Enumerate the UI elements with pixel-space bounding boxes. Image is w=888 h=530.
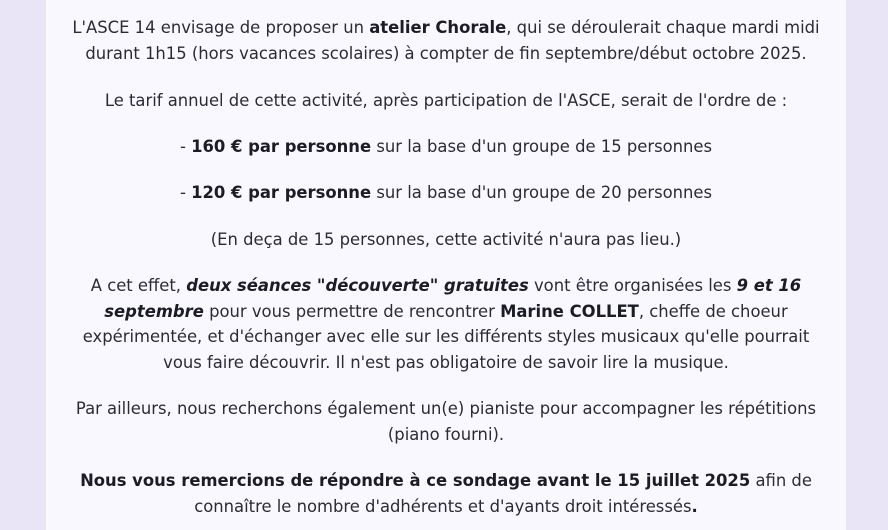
intro-text-end: , qui se déroulerait chaque mardi midi durant 1h15 (hors vacances scolaires) à compter de fin septembre/début octobre 2025. [85, 18, 820, 63]
discovery-text: vont être organisées les [528, 276, 737, 295]
pianist-paragraph: Par ailleurs, nous recherchons également un(e) pianiste pour accompagner les répétitions (piano fourni). [75, 399, 817, 444]
discovery-sessions-label: deux séances "découverte" gratuites [186, 276, 529, 295]
deadline-paragraph [66, 468, 826, 519]
price-option-15 [66, 134, 826, 160]
deadline-period: . [691, 496, 698, 516]
discovery-text: pour vous permettre de rencontrer [203, 301, 501, 321]
choir-leader-name: Marine COLLET [500, 301, 639, 321]
price-option-20 [66, 180, 826, 206]
discovery-text: A cet effet, [90, 276, 187, 295]
price-option-dash: - [179, 137, 192, 156]
discovery-text: , cheffe de choeur expérimentée, et d'échanger avec elle sur les différents styles musicaux qu'elle pourrait vous faire découvrir. Il n'est pas obligatoire de savoir lire la musique. [82, 301, 810, 372]
price-option-amount: 160 € par personne [191, 137, 372, 156]
discovery-sessions-paragraph [66, 273, 826, 375]
deadline-text: Nous vous remercions de répondre à ce sondage avant le 15 juillet 2025 [80, 471, 751, 490]
price-option-dash: - [179, 183, 192, 202]
activity-name: atelier Chorale [369, 18, 507, 37]
intro-paragraph [66, 15, 826, 66]
survey-description-card [46, 0, 846, 530]
deadline-purpose: afin de connaître le nombre d'adhérents et d'ayants droit intéressés [194, 471, 812, 516]
minimum-notice: (En deça de 15 personnes, cette activité n'aura pas lieu.) [210, 230, 682, 249]
price-option-condition: sur la base d'un groupe de 20 personnes [371, 183, 713, 202]
intro-text-start: L'ASCE 14 envisage de proposer un [72, 18, 370, 37]
price-option-condition: sur la base d'un groupe de 15 personnes [371, 137, 713, 156]
price-option-amount: 120 € par personne [191, 183, 372, 202]
price-intro-paragraph: Le tarif annuel de cette activité, après participation de l'ASCE, serait de l'ordre de : [104, 91, 788, 110]
discovery-dates: 9 et 16 septembre [104, 276, 802, 321]
